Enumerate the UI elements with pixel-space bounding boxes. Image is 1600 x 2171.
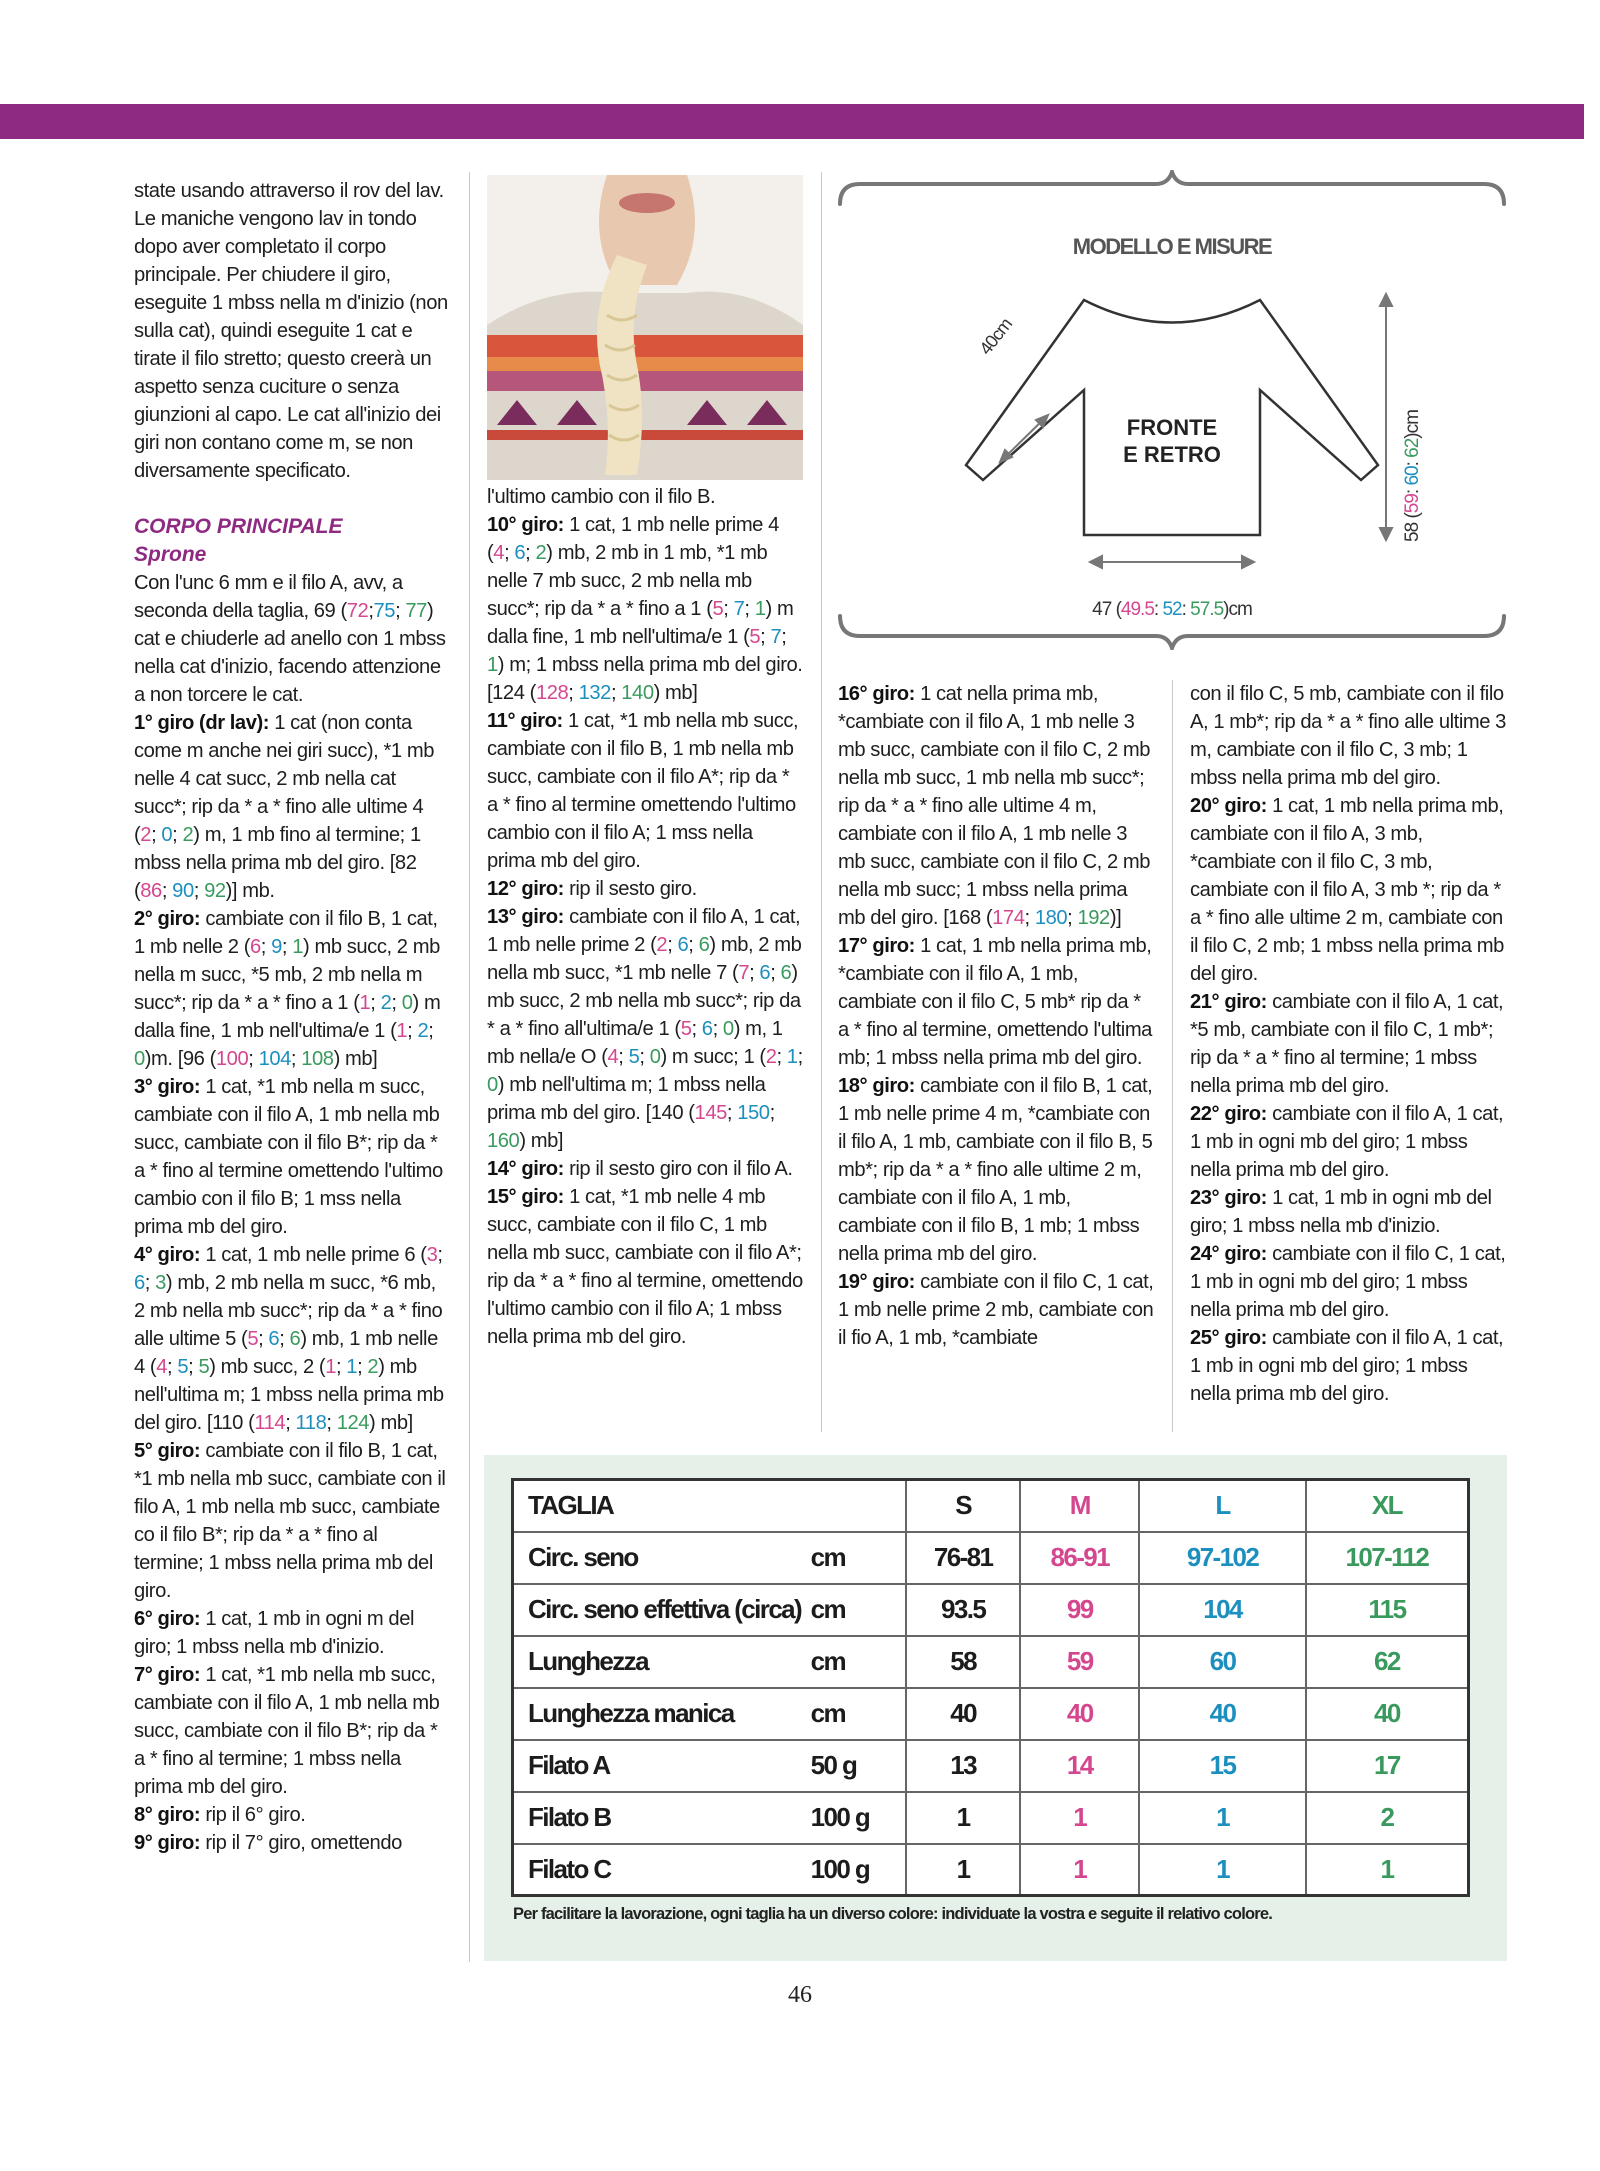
text-column-1 [134, 177, 450, 1857]
table-header-label: TAGLIA [513, 1480, 811, 1532]
value-l: 15 [1139, 1740, 1306, 1792]
round-instruction: 2° giro: cambiate con il filo B, 1 cat, 1 mb nelle 2 (6; 9; 1) mb succ, 2 mb nella m succ, *5 mb, 2 mb nella m succ*; rip da * a * fino a 1 (1; 2; 0) m dalla fine, 1 mb nell'ultima/e 1 (1; 2; 0)m. [96 (100; 104; 108) mb] [134, 908, 441, 1070]
table-row [513, 1636, 1469, 1688]
round-instruction: 4° giro: 1 cat, 1 mb nelle prime 6 (3; 6; 3) mb, 2 mb nella m succ, *6 mb, 2 mb nella mb succ*; rip da * a * fino alle ultime 5 (5; 6; 6) mb, 1 mb nelle 4 (4; 5; 5) mb succ, 2 (1; 1; 2) mb nell'ultima m; 1 mbss nella prima mb del giro. [110 (114; 118; 124) mb] [134, 1244, 444, 1434]
table-header-unit [811, 1480, 906, 1532]
value-s: 1 [906, 1792, 1020, 1844]
value-xl: 1 [1306, 1844, 1469, 1896]
round-instruction: 6° giro: 1 cat, 1 mb in ogni m del giro; 1 mbss nella mb d'inizio. [134, 1608, 415, 1658]
round-instruction: 10° giro: 1 cat, 1 mb nelle prime 4 (4; 6; 2) mb, 2 mb in 1 mb, *1 mb nelle 7 mb succ, 2 mb nella mb succ*; rip da * a * fino a 1 (5; 7; 1) m dalla fine, 1 mb nell'ultima/e 1 (5; 7; 1) m; 1 mbss nella prima mb del giro. [124 (128; 132; 140) mb] [487, 514, 803, 704]
round-instruction: 21° giro: cambiate con il filo A, 1 cat, *5 mb, cambiate con il filo C, 1 mb*; rip da * a * fino al termine; 1 mbss nella prima mb del giro. [1190, 991, 1504, 1097]
round-instruction: 13° giro: cambiate con il filo A, 1 cat, 1 mb nelle prime 2 (2; 6; 6) mb, 2 mb nella mb succ, *1 mb nelle 7 (7; 6; 6) mb succ, 2 mb nella mb succ*; rip da * a * fino all'ultima/e 1 (5; 6; 0) m, 1 mb nella/e O (4; 5; 0) m succ; 1 (2; 1; 0) mb nell'ultima m; 1 mbss nella prima mb del giro. [140 (145; 150; 160) mb] [487, 906, 803, 1152]
text-column-2 [487, 483, 803, 1351]
value-xl: 62 [1306, 1636, 1469, 1688]
value-l: 60 [1139, 1636, 1306, 1688]
row-unit: cm [811, 1636, 906, 1688]
paragraph: Con l'unc 6 mm e il filo A, avv, a seconda della taglia, 69 (72;75; 77) cat e chiuderle ad anello con 1 mbss nella cat d'inizio, facendo attenzione a non torcere le cat. [134, 572, 446, 706]
sleeve-length-label: 40cm [975, 314, 1016, 359]
value-xl: 40 [1306, 1688, 1469, 1740]
row-unit: 100 g [811, 1792, 906, 1844]
size-table-panel [484, 1455, 1507, 1961]
round-instruction: 25° giro: cambiate con il filo A, 1 cat, 1 mb in ogni mb del giro; 1 mbss nella prima mb del giro. [1190, 1327, 1504, 1405]
round-instruction: 3° giro: 1 cat, *1 mb nella m succ, cambiate con il filo A, 1 mb nella mb succ, cambiate con il filo B*; rip da * a * fino al termine omettendo l'ultimo cambio con il filo B; 1 mss nella prima mb del giro. [134, 1076, 443, 1238]
table-row [513, 1688, 1469, 1740]
value-l: 1 [1139, 1792, 1306, 1844]
size-table [511, 1478, 1470, 1897]
table-row [513, 1532, 1469, 1584]
row-label: Filato A [513, 1740, 811, 1792]
section-color-band [0, 104, 1584, 139]
row-label: Filato B [513, 1792, 811, 1844]
value-l: 1 [1139, 1844, 1306, 1896]
size-s-header: S [906, 1480, 1020, 1532]
value-s: 76-81 [906, 1532, 1020, 1584]
value-xl: 115 [1306, 1584, 1469, 1636]
row-label: Filato C [513, 1844, 811, 1896]
round-instruction: 15° giro: 1 cat, *1 mb nelle 4 mb succ, cambiate con il filo C, 1 mb nella mb succ, cambiate con il filo A*; rip da * a * fino al termine, omettendo l'ultimo cambio con il filo A; 1 mbss nella prima mb del giro. [487, 1186, 803, 1348]
size-xl-header: XL [1306, 1480, 1469, 1532]
top-brace [840, 172, 1504, 204]
round-instruction: 11° giro: 1 cat, *1 mb nella mb succ, cambiate con il filo B, 1 mb nella mb succ, cambiate con il filo A*; rip da * a * fino al termine omettendo l'ultimo cambio con il filo A; 1 mss nella prima mb del giro. [487, 710, 799, 872]
paragraph: Le maniche vengono lav in tondo dopo aver completato il corpo principale. Per chiudere il giro, eseguite 1 mbss nella m d'inizio (non sulla cat), quindi eseguite 1 cat e tirate il filo stretto; questo creerà un aspetto senza cuciture o senza giunzioni al capo. Le cat all'inizio dei giri non contano come m, se non diversamente specificato. [134, 208, 448, 482]
round-instruction: 22° giro: cambiate con il filo A, 1 cat, 1 mb in ogni mb del giro; 1 mbss nella prima mb del giro. [1190, 1103, 1504, 1181]
garment-schematic [838, 170, 1508, 650]
row-label: Circ. seno [513, 1532, 811, 1584]
diagram-label-front: FRONTE [1126, 415, 1218, 440]
table-row [513, 1844, 1469, 1896]
size-m-header: M [1020, 1480, 1139, 1532]
sweater-photo-illustration [487, 175, 803, 480]
value-m: 59 [1020, 1636, 1139, 1688]
round-instruction: 23° giro: 1 cat, 1 mb in ogni mb del giro; 1 mbss nella mb d'inizio. [1190, 1187, 1492, 1237]
paragraph: con il filo C, 5 mb, cambiate con il filo A, 1 mb*; rip da * a * fino alle ultime 3 m, cambiate con il filo C, 3 mb; 1 mbss nella prima mb del giro. [1190, 683, 1506, 789]
column-divider [821, 172, 822, 1432]
page-number: 46 [788, 1982, 812, 2008]
text-column-3 [838, 680, 1154, 1352]
value-m: 14 [1020, 1740, 1139, 1792]
value-l: 104 [1139, 1584, 1306, 1636]
value-l: 40 [1139, 1688, 1306, 1740]
value-m: 99 [1020, 1584, 1139, 1636]
text-column-4 [1190, 680, 1506, 1408]
round-instruction: 24° giro: cambiate con il filo C, 1 cat, 1 mb in ogni mb del giro; 1 mbss nella prima mb del giro. [1190, 1243, 1506, 1321]
section-heading: CORPO PRINCIPALE [134, 515, 343, 538]
column-divider [1172, 680, 1173, 1432]
row-unit: 100 g [811, 1844, 906, 1896]
value-s: 93.5 [906, 1584, 1020, 1636]
value-l: 97-102 [1139, 1532, 1306, 1584]
paragraph: l'ultimo cambio con il filo B. [487, 486, 716, 508]
round-instruction: 9° giro: rip il 7° giro, omettendo [134, 1832, 402, 1854]
round-instruction: 17° giro: 1 cat, 1 mb nella prima mb, *cambiate con il filo A, 1 mb, cambiate con il filo C, 5 mb* rip da * a * fino al termine, omettendo l'ultima mb; 1 mbss nella prima mb del giro. [838, 935, 1152, 1069]
table-note: Per facilitare la lavorazione, ogni taglia ha un diverso colore: individuate la vostra e seguite il relativo colore. [513, 1905, 1273, 1923]
value-xl: 107-112 [1306, 1532, 1469, 1584]
diagram-label-back: E RETRO [1123, 442, 1221, 467]
size-l-header: L [1139, 1480, 1306, 1532]
round-instruction: 16° giro: 1 cat nella prima mb, *cambiate con il filo A, 1 mb nelle 3 mb succ, cambiate con il filo C, 2 mb nella mb succ, 1 mb nella mb succ*; rip da * a * fino alle ultime 4 m, cambiate con il filo A, 1 mb nelle 3 mb succ, cambiate con il filo C, 2 mb nella mb succ; 1 mbss nella prima mb del giro. [168 (174; 180; 192)] [838, 683, 1151, 929]
row-unit: cm [811, 1584, 906, 1636]
row-unit: 50 g [811, 1740, 906, 1792]
column-divider [469, 172, 470, 1962]
value-s: 13 [906, 1740, 1020, 1792]
value-xl: 17 [1306, 1740, 1469, 1792]
round-instruction: 8° giro: rip il 6° giro. [134, 1804, 306, 1826]
value-s: 1 [906, 1844, 1020, 1896]
model-photo [487, 175, 803, 480]
round-instruction: 20° giro: 1 cat, 1 mb nella prima mb, cambiate con il filo A, 3 mb, *cambiate con il filo C, 3 mb, cambiate con il filo A, 3 mb *; rip da * a * fino alle ultime 2 m, cambiate con il filo C, 2 mb; 1 mbss nella prima mb del giro. [1190, 795, 1504, 985]
value-s: 58 [906, 1636, 1020, 1688]
round-instruction: 1° giro (dr lav): 1 cat (non conta come m anche nei giri succ), *1 mb nelle 4 cat succ, 2 mb nella cat succ*; rip da * a * fino alle ultime 4 (2; 0; 2) m, 1 mb fino al termine; 1 mbss nella prima mb del giro. [82 (86; 90; 92)] mb. [134, 712, 434, 902]
table-row [513, 1792, 1469, 1844]
row-unit: cm [811, 1532, 906, 1584]
row-label: Lunghezza manica [513, 1688, 811, 1740]
bottom-brace [840, 616, 1504, 648]
table-row [513, 1584, 1469, 1636]
paragraph: state usando attraverso il rov del lav. [134, 180, 444, 202]
value-m: 1 [1020, 1844, 1139, 1896]
table-header-row [513, 1480, 1469, 1532]
subsection-heading: Sprone [134, 543, 207, 566]
schematic-svg [838, 170, 1508, 650]
value-m: 1 [1020, 1792, 1139, 1844]
round-instruction: 5° giro: cambiate con il filo B, 1 cat, *1 mb nella mb succ, cambiate con il filo A, 1 mb nella mb succ, cambiate co il filo B*; rip da * a * fino al termine; 1 mbss nella prima mb del giro. [134, 1440, 446, 1602]
row-unit: cm [811, 1688, 906, 1740]
value-s: 40 [906, 1688, 1020, 1740]
round-instruction: 19° giro: cambiate con il filo C, 1 cat, 1 mb nelle prime 2 mb, cambiate con il fio A, 1 mb, *cambiate [838, 1271, 1154, 1349]
row-label: Circ. seno effettiva (circa) [513, 1584, 811, 1636]
table-row [513, 1740, 1469, 1792]
width-measure-label: 47 (49.5: 52: 57.5)cm [1092, 599, 1252, 620]
value-m: 40 [1020, 1688, 1139, 1740]
row-label: Lunghezza [513, 1636, 811, 1688]
round-instruction: 14° giro: rip il sesto giro con il filo A. [487, 1158, 793, 1180]
round-instruction: 18° giro: cambiate con il filo B, 1 cat, 1 mb nelle prime 4 m, *cambiate con il filo A, 1 mb, cambiate con il filo B, 5 mb*; rip da * a * fino alle ultime 2 m, cambiate con il filo A, 1 mb, cambiate con il filo B, 1 mb; 1 mbss nella prima mb del giro. [838, 1075, 1153, 1265]
value-m: 86-91 [1020, 1532, 1139, 1584]
round-instruction: 7° giro: 1 cat, *1 mb nella mb succ, cambiate con il filo A, 1 mb nella mb succ, cambiate con il filo B*; rip da * a * fino al termine; 1 mbss nella prima mb del giro. [134, 1664, 440, 1798]
round-instruction: 12° giro: rip il sesto giro. [487, 878, 697, 900]
value-xl: 2 [1306, 1792, 1469, 1844]
length-measure-label: 58 (59: 60: 62)cm [1402, 410, 1423, 542]
diagram-title: MODELLO E MISURE [1072, 234, 1272, 259]
